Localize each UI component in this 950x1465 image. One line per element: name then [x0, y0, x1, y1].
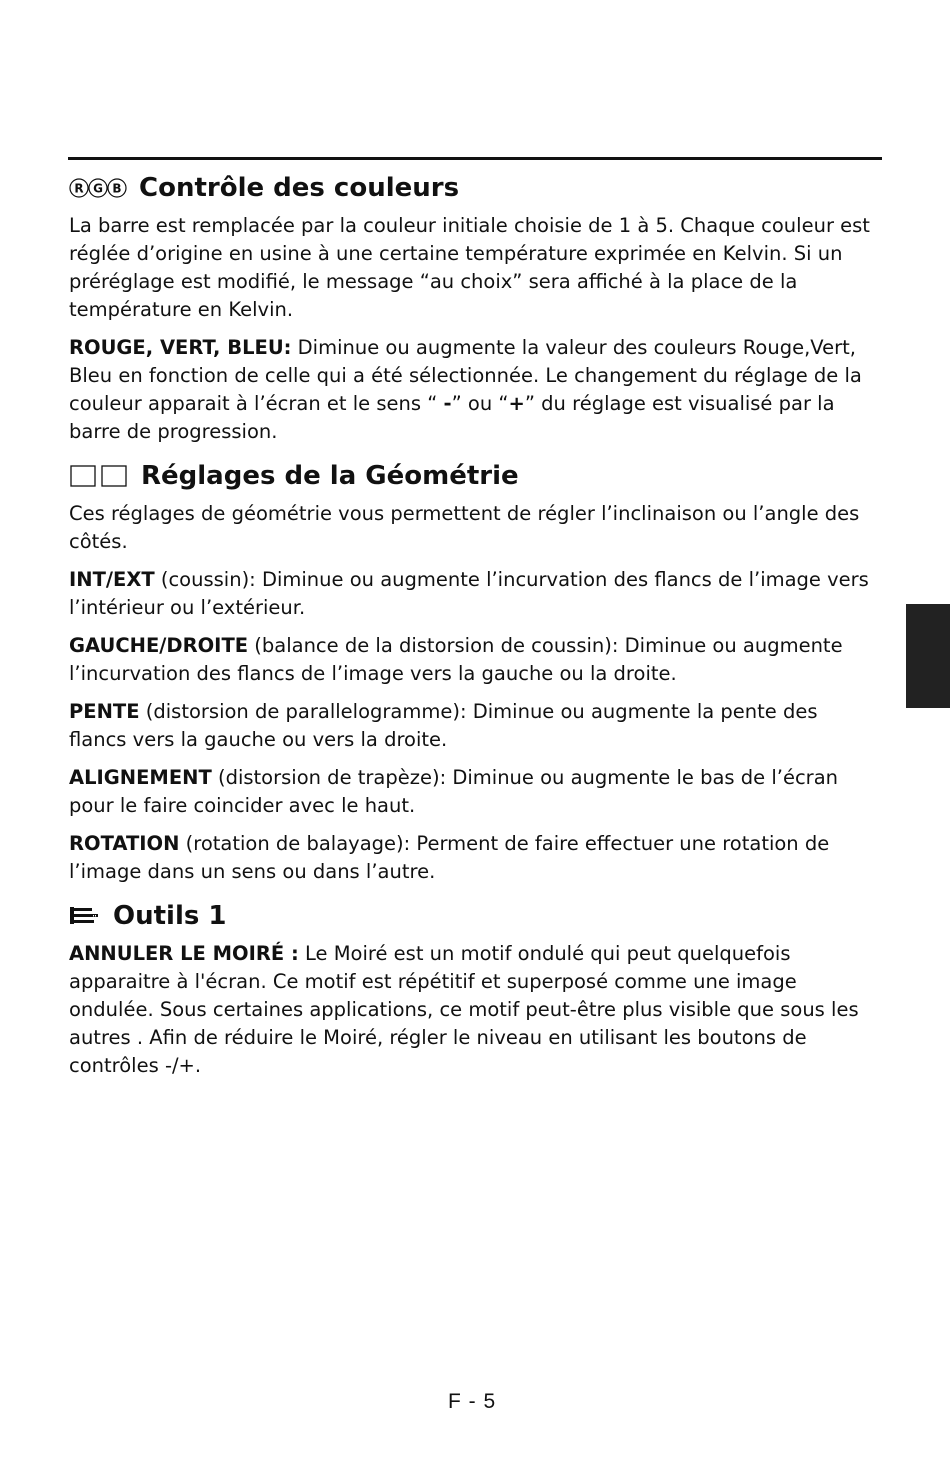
desc-int-ext: (coussin): Diminue ou augmente l’incurvation des flancs de l’image vers l’intérieur ou l’extérieur.	[69, 568, 869, 619]
heading-colors-title: Contrôle des couleurs	[139, 173, 460, 203]
term-moire: ANNULER LE MOIRÉ :	[69, 942, 299, 965]
rgb-icon-g: G	[93, 181, 103, 196]
colors-item-rvb	[69, 334, 881, 446]
tools-icon	[69, 904, 101, 928]
geometry-item-int-ext	[69, 566, 881, 622]
rgb-circles-icon	[69, 177, 127, 199]
rgb-icon-b: B	[112, 181, 122, 196]
section-thumb-tab	[906, 604, 950, 708]
colors-intro: La barre est remplacée par la couleur initiale choisie de 1 à 5. Chaque couleur est réglée d’origine en usine à une certaine température exprimée en Kelvin. Si un préréglage est modifié, le message “au choix” sera affiché à la place de la température en Kelvin.	[69, 214, 870, 321]
heading-tools-title: Outils 1	[113, 901, 227, 931]
geometry-intro: Ces réglages de géométrie vous permettent de régler l’inclinaison ou l’angle des côtés.	[69, 502, 860, 553]
rgb-icon-r: R	[74, 181, 84, 196]
desc-moire: Le Moiré est un motif ondulé qui peut quelquefois apparaitre à l'écran. Ce motif est répétitif et superposé comme une image ondulée. Sous certaines applications, ce motif peut-être plus visible que sous les autres . Afin de réduire le Moiré, régler le niveau en utilisant les boutons de contrôles -/+.	[69, 942, 859, 1077]
heading-tools	[69, 896, 881, 936]
desc-rvb: Diminue ou augmente la valeur des couleurs Rouge,Vert, Bleu en fonction de celle qui a été sélectionnée. Le changement du réglage de la couleur apparait à l’écran et le sens “	[69, 336, 862, 415]
heading-colors	[69, 168, 881, 208]
geometry-item-pente	[69, 698, 881, 754]
desc-gauche-droite: (balance de la distorsion de coussin): Diminue ou augmente l’incurvation des flancs de l’image vers la gauche ou la droite.	[69, 634, 843, 685]
geometry-item-gauche-droite	[69, 632, 881, 688]
term-pente: PENTE	[69, 700, 140, 723]
desc-rvb-2: ” ou “	[451, 392, 509, 415]
term-int-ext: INT/EXT	[69, 568, 155, 591]
page-number: F - 5	[448, 1390, 497, 1413]
term-rvb: ROUGE, VERT, BLEU:	[69, 336, 292, 359]
top-rule	[68, 157, 882, 160]
geometry-item-rotation	[69, 830, 881, 886]
geometry-squares-icon	[69, 463, 129, 489]
heading-geometry	[69, 456, 881, 496]
desc-alignement: (distorsion de trapèze): Diminue ou augmente le bas de l’écran pour le faire coincider avec le haut.	[69, 766, 839, 817]
minus-sign: -	[443, 392, 452, 415]
term-alignement: ALIGNEMENT	[69, 766, 212, 789]
page-content	[69, 168, 881, 1090]
plus-sign: +	[508, 392, 525, 415]
term-rotation: ROTATION	[69, 832, 180, 855]
term-gauche-droite: GAUCHE/DROITE	[69, 634, 249, 657]
heading-geometry-title: Réglages de la Géométrie	[141, 461, 519, 491]
desc-rvb-3: ” du réglage est visualisé par la barre de progression.	[69, 392, 835, 443]
desc-pente: (distorsion de parallelogramme): Diminue ou augmente la pente des flancs vers la gauche ou vers la droite.	[69, 700, 818, 751]
tools-item-moire	[69, 940, 881, 1080]
geometry-item-alignement	[69, 764, 881, 820]
desc-rotation: (rotation de balayage): Perment de faire effectuer une rotation de l’image dans un sens ou dans l’autre.	[69, 832, 830, 883]
